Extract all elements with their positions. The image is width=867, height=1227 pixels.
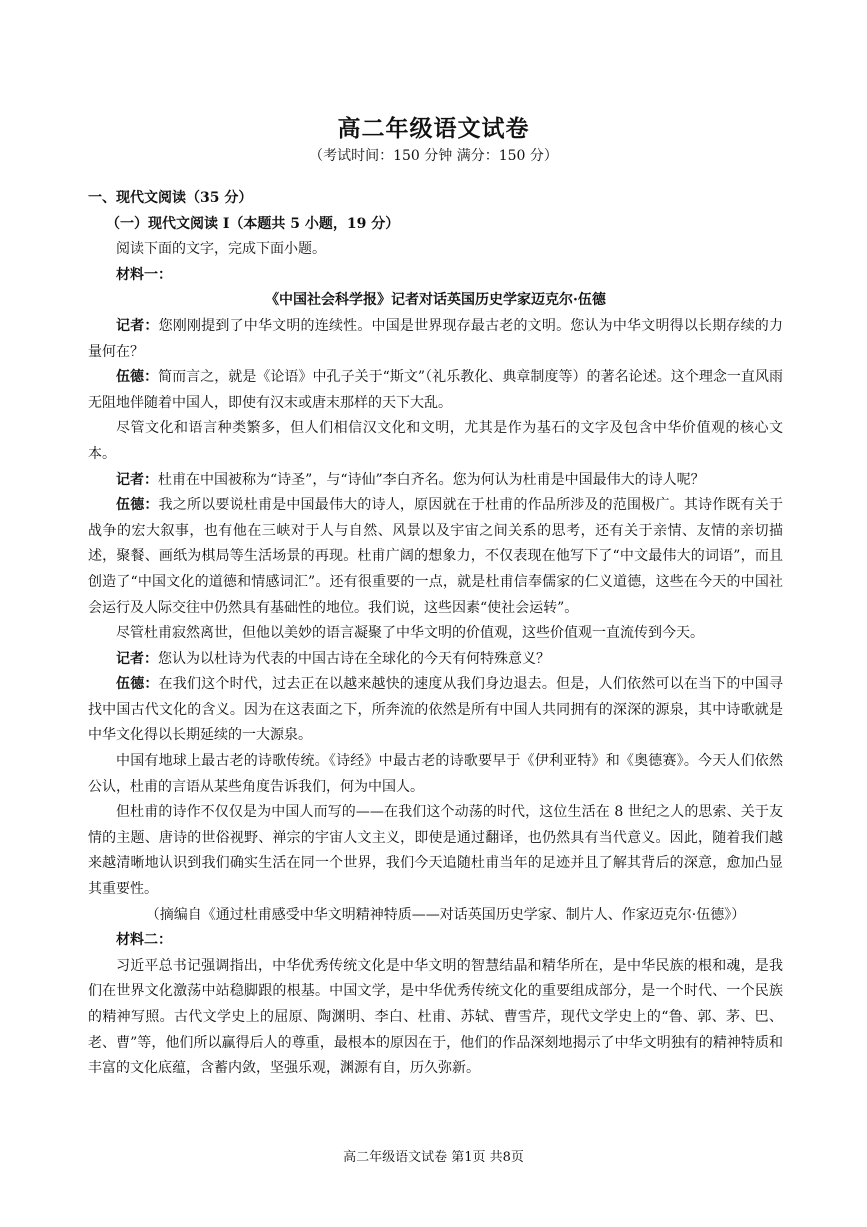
speaker-label: 记者： bbox=[116, 650, 158, 667]
paragraph bbox=[88, 749, 783, 800]
paragraph bbox=[88, 621, 783, 647]
exam-body bbox=[88, 186, 783, 1082]
paragraph-text: 您刚刚提到了中华文明的连续性。中国是世界现存最古老的文明。您认为中华文明得以长期存续的力量何在？ bbox=[88, 317, 784, 360]
paragraph-text: 杜甫在中国被称为“诗圣”，与“诗仙”李白齐名。您为何认为杜甫是中国最伟大的诗人呢？ bbox=[158, 471, 705, 488]
paragraph-text: 我之所以要说杜甫是中国最伟大的诗人，原因就在于杜甫的作品所涉及的范围极广。其诗作既有关于战争的宏大叙事，也有他在三峡对于人与自然、风景以及宇宙之间关系的思考，还有关于亲情、友情的亲切描述，聚餐、画纸为棋局等生活场景的再现。杜甫广阔的想象力，不仅表现在他写下了“中文最伟大的词语”，而且创造了“中国文化的道德和情感词汇”。还有很重要的一点，就是杜甫信奉儒家的仁义道德，这些在今天的中国社会运行及人际交往中仍然具有基础性的地位。我们说，这些因素“使社会运转”。 bbox=[88, 497, 784, 616]
speaker-label: 伍德： bbox=[116, 497, 159, 514]
paragraph-text: 中国有地球上最古老的诗歌传统。《诗经》中最古老的诗歌要早于《伊利亚特》和《奥德赛》。今天人们依然公认，杜甫的言语从某些角度告诉我们，何为中国人。 bbox=[88, 753, 783, 795]
paragraph bbox=[88, 365, 783, 416]
paragraph bbox=[88, 800, 783, 902]
part-heading: （一）现代文阅读 I（本题共 5 小题，19 分） bbox=[106, 215, 400, 232]
speaker-label: 伍德： bbox=[116, 676, 159, 693]
page-footer: 高二年级语文试卷 第1页 共8页 bbox=[343, 1150, 524, 1165]
paragraph bbox=[88, 647, 783, 673]
paragraph-text: 您认为以杜诗为代表的中国古诗在全球化的今天有何特殊意义？ bbox=[158, 650, 550, 667]
instruction-text: 阅读下面的文字，完成下面小题。 bbox=[116, 241, 326, 258]
paragraph-text: 尽管文化和语言种类繁多，但人们相信汉文化和文明，尤其是作为基石的文字及包含中华价值观的核心文本。 bbox=[88, 420, 783, 462]
paragraph-text: 简而言之，就是《论语》中孔子关于“斯文”（礼乐教化、典章制度等）的著名论述。这个理念一直风雨无阻地伴随着中国人，即使有汉末或唐末那样的天下大乱。 bbox=[88, 369, 784, 411]
speaker-label: 伍德： bbox=[116, 369, 159, 386]
article-title: 《中国社会科学报》记者对话英国历史学家迈克尔·伍德 bbox=[265, 292, 606, 309]
section-heading: 一、现代文阅读（35 分） bbox=[88, 190, 253, 206]
paragraph-text: 但杜甫的诗作不仅仅是为中国人而写的——在我们这个动荡的时代，这位生活在 8 世纪之人的思索、关于友情的主题、唐诗的世俗视野、禅宗的宇宙人文主义，即使是通过翻译，也仍然具有当代意义。因此，随着我们越来越清晰地认识到我们确实生活在同一个世界，我们今天追随杜甫当年的足迹并且了解其背后的深意，愈加凸显其重要性。 bbox=[88, 804, 783, 898]
paragraph bbox=[88, 416, 783, 467]
paragraph-text: 尽管杜甫寂然离世，但他以美妙的语言凝聚了中华文明的价值观，这些价值观一直流传到今天。 bbox=[116, 625, 704, 642]
paragraph bbox=[88, 672, 783, 749]
page-title: 高二年级语文试卷 bbox=[337, 115, 530, 142]
speaker-label: 记者： bbox=[116, 317, 159, 334]
paragraph bbox=[88, 468, 783, 494]
material-two-text: 习近平总书记强调指出，中华优秀传统文化是中华文明的智慧结晶和精华所在，是中华民族的根和魂，是我们在世界文化激荡中站稳脚跟的根基。中国文学，是中华优秀传统文化的重要组成部分，是一个时代、一个民族的精神写照。古代文学史上的屈原、陶渊明、李白、杜甫、苏轼、曹雪芹，现代文学史上的“鲁、郭、茅、巴、老、曹”等，他们所以赢得后人的尊重，最根本的原因在于，他们的作品深刻地揭示了中华文明独有的精神特质和丰富的文化底蕴，含蓄内敛，坚强乐观，渊源有自，历久弥新。 bbox=[88, 957, 783, 1077]
speaker-label: 记者： bbox=[116, 471, 158, 488]
exam-info: （考试时间：150 分钟 满分：150 分） bbox=[309, 148, 558, 164]
paragraph-text: 在我们这个时代，过去正在以越来越快的速度从我们身边退去。但是，人们依然可以在当下的中国寻找中国古代文化的含义。因为在这表面之下，所奔流的依然是所有中国人共同拥有的深深的源泉，其中诗歌就是中华文化得以长期延续的一大源泉。 bbox=[88, 676, 784, 744]
source-citation: （摘编自《通过杜甫感受中华文明精神特质——对话英国历史学家、制片人、作家迈克尔·伍德》） bbox=[145, 906, 746, 923]
paragraph bbox=[88, 493, 783, 621]
material-one-label: 材料一： bbox=[116, 266, 172, 283]
paragraph bbox=[88, 314, 783, 365]
material-two-label: 材料二： bbox=[116, 932, 172, 949]
